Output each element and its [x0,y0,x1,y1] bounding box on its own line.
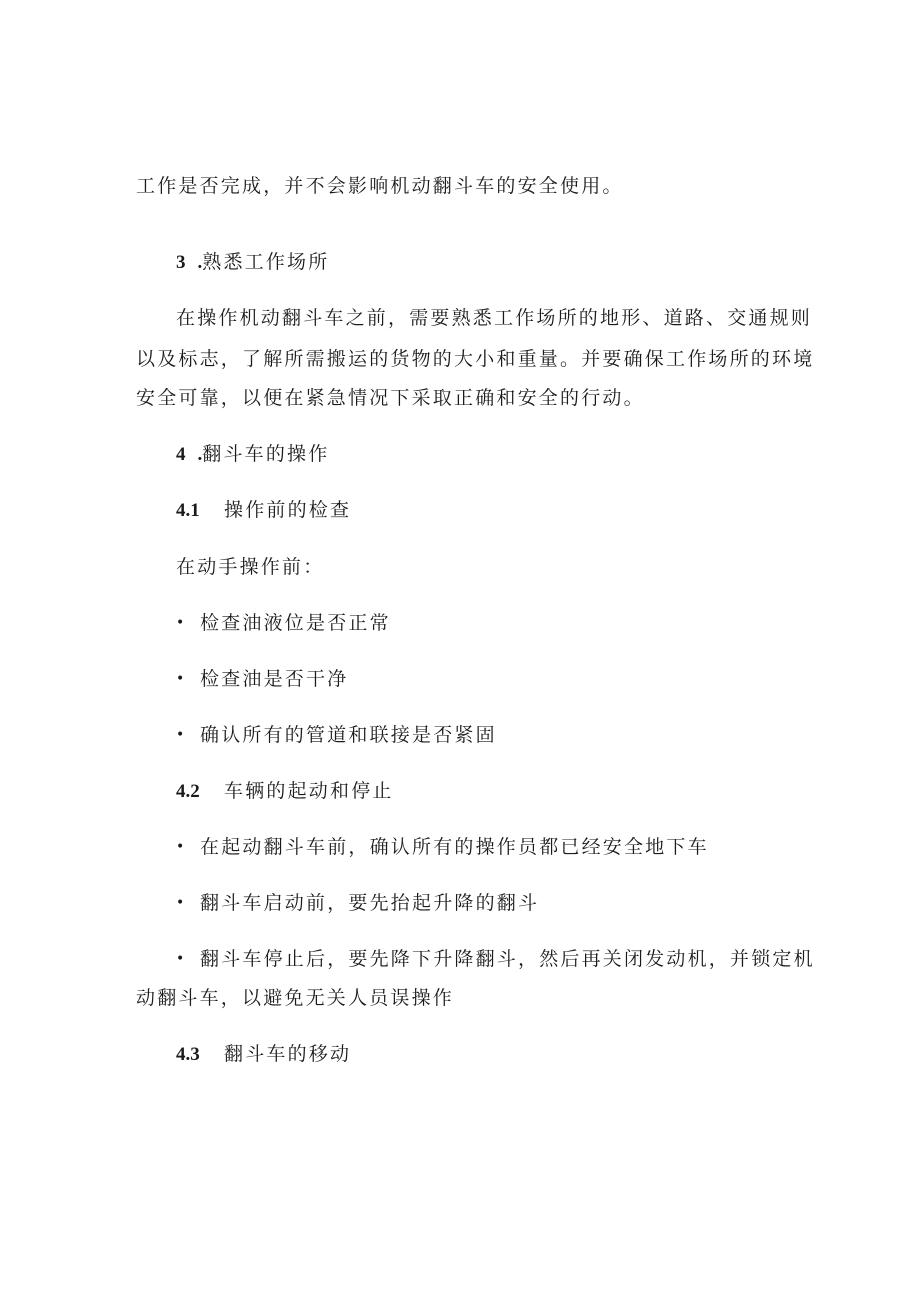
list-item-continuation [0,986,920,1010]
list-item [0,891,920,915]
subsection-heading-4-1 [0,498,920,523]
list-item [0,723,920,747]
section-title: 翻斗车的操作 [202,443,330,465]
bullet-icon: • [176,951,185,967]
list-item [0,947,920,971]
section-number: 3 [176,252,186,273]
subsection-heading-4-3 [0,1042,920,1067]
list-item-text: 检查油是否干净 [200,668,349,690]
subsection-title: 车辆的起动和停止 [224,780,394,802]
subsection-number: 4.3 [176,1044,200,1065]
paragraph-text: 以及标志，了解所需搬运的货物的大小和重量。并要确保工作场所的环境 [136,348,815,370]
paragraph-text: 工作是否完成，并不会影响机动翻斗车的安全使用。 [136,175,624,197]
section-number: 4 [176,444,186,465]
paragraph-text: 在动手操作前： [176,556,325,578]
list-item-text: 动翻斗车，以避免无关人员误操作 [136,987,455,1009]
list-item-text: 翻斗车停止后，要先降下升降翻斗，然后再关闭发动机，并锁定机 [200,948,815,970]
bullet-icon: • [176,615,185,631]
subsection-heading-4-2 [0,779,920,804]
bullet-icon: • [176,839,185,855]
subsection-title: 操作前的检查 [224,499,352,521]
list-item-text: 在起动翻斗车前，确认所有的操作员都已经安全地下车 [200,836,709,858]
subsection-title: 翻斗车的移动 [224,1043,352,1065]
bullet-icon: • [176,671,185,687]
list-item-text: 检查油液位是否正常 [200,612,391,634]
paragraph-text: 安全可靠，以便在紧急情况下采取正确和安全的行动。 [136,387,645,409]
section-heading-3 [0,250,920,275]
section-dot: . [197,444,203,465]
paragraph-line [0,347,920,371]
list-item-text: 确认所有的管道和联接是否紧固 [200,724,497,746]
bullet-icon: • [176,895,185,911]
subsection-number: 4.1 [176,500,200,521]
section-dot: . [197,252,203,273]
list-item [0,835,920,859]
bullet-icon: • [176,727,185,743]
paragraph-line [0,555,920,579]
paragraph-line [0,306,920,330]
paragraph-line [0,386,920,410]
list-item [0,667,920,691]
paragraph-line [0,174,920,198]
section-heading-4 [0,442,920,467]
list-item-text: 翻斗车启动前，要先抬起升降的翻斗 [200,892,540,914]
paragraph-text: 在操作机动翻斗车之前，需要熟悉工作场所的地形、道路、交通规则 [176,307,813,329]
section-title: 熟悉工作场所 [202,251,330,273]
subsection-number: 4.2 [176,781,200,802]
list-item [0,611,920,635]
